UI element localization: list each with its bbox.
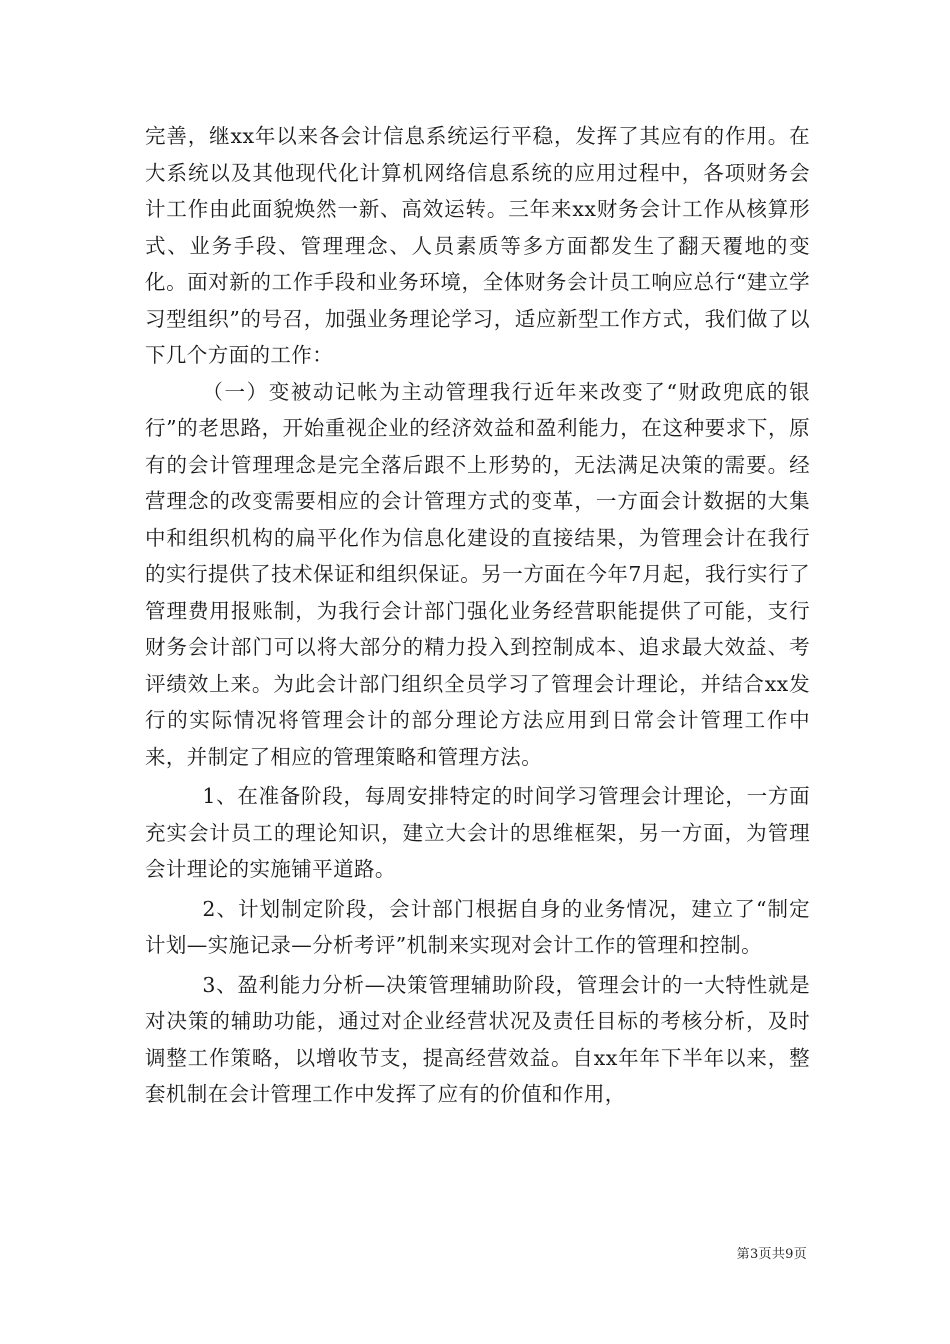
page-number-footer: 第3页共9页 xyxy=(736,1247,807,1262)
paragraph-2: （一）变被动记帐为主动管理我行近年来改变了“财政兜底的银行”的老思路，开始重视企业的经济效益和盈利能力，在这种要求下，原有的会计管理理念是完全落后跟不上形势的，无法满足决策的需要。经营理念的改变需要相应的会计管理方式的变革，一方面会计数据的大集中和组织机构的扁平化作为信息化建设的直接结果，为管理会计在我行的实行提供了技术保证和组织保证。另一方面在今年7月起，我行实行了管理费用报账制，为我行会计部门强化业务经营职能提供了可能，支行财务会计部门可以将大部分的精力投入到控制成本、追求最大效益、考评绩效上来。为此会计部门组织全员学习了管理会计理论，并结合xx发行的实际情况将管理会计的部分理论方法应用到日常会计管理工作中来，并制定了相应的管理策略和管理方法。 xyxy=(145,379,810,769)
paragraph-4: 2、计划制定阶段，会计部门根据自身的业务情况，建立了“制定计划—实施记录—分析考评”机制来实现对会计工作的管理和控制。 xyxy=(145,896,810,957)
paragraph-3: 1、在准备阶段，每周安排特定的时间学习管理会计理论，一方面充实会计员工的理论知识，建立大会计的思维框架，另一方面，为管理会计理论的实施铺平道路。 xyxy=(145,784,810,881)
paragraph-5: 3、盈利能力分析—决策管理辅助阶段，管理会计的一大特性就是对决策的辅助功能，通过对企业经营状况及责任目标的考核分析，及时调整工作策略，以增收节支，提高经营效益。自xx年年下半年以来，整套机制在会计管理工作中发挥了应有的价值和作用， xyxy=(145,972,810,1106)
document-body xyxy=(145,118,810,1113)
paragraph-1: 完善，继xx年以来各会计信息系统运行平稳，发挥了其应有的作用。在大系统以及其他现代化计算机网络信息系统的应用过程中，各项财务会计工作由此面貌焕然一新、高效运转。三年来xx财务会计工作从核算形式、业务手段、管理理念、人员素质等多方面都发生了翻天覆地的变化。面对新的工作手段和业务环境，全体财务会计员工响应总行“建立学习型组织”的号召，加强业务理论学习，适应新型工作方式，我们做了以下几个方面的工作： xyxy=(145,124,810,367)
